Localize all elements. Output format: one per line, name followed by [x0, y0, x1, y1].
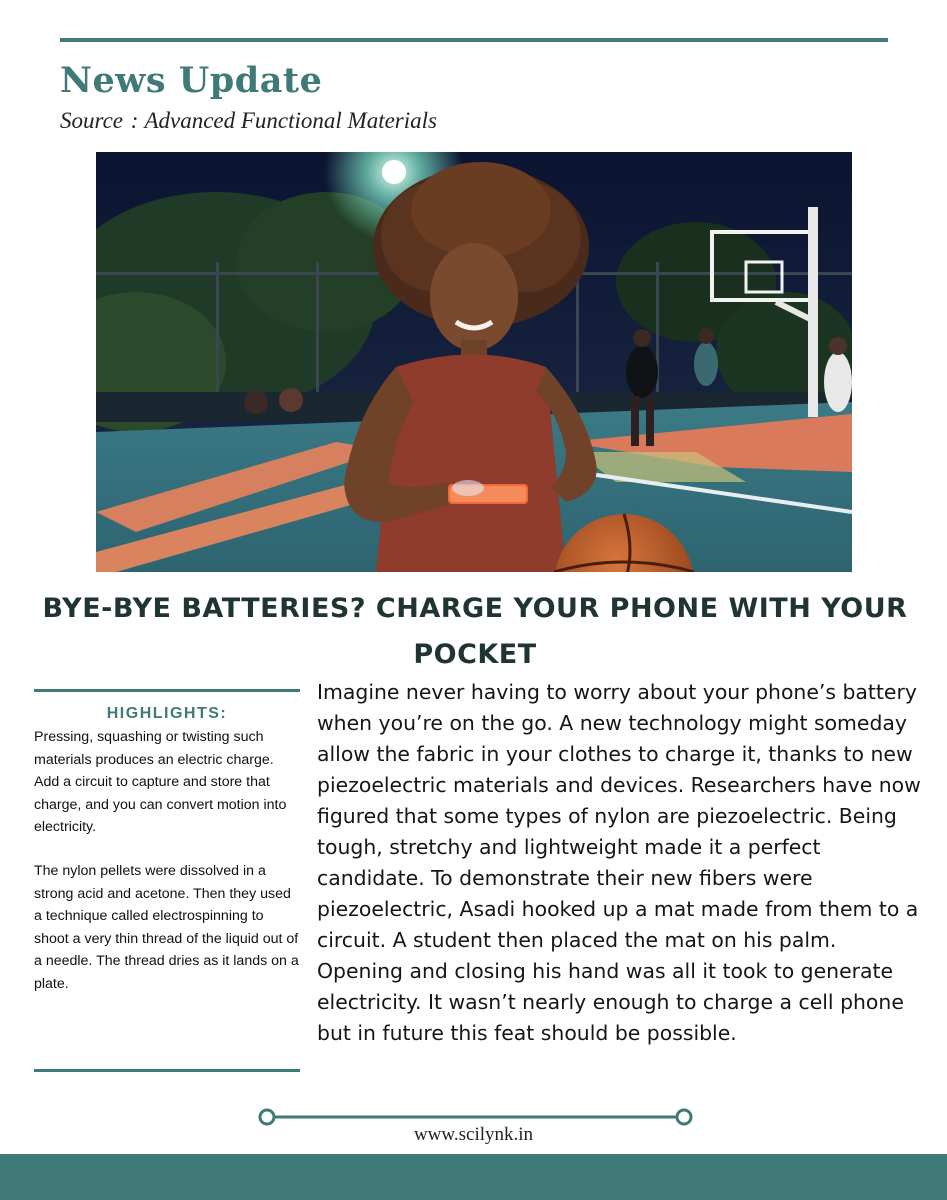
footer-band — [0, 1154, 947, 1200]
highlights-paragraph-1: Pressing, squashing or twisting such materials produces an electric charge. Add a circuit to capture and store that charge, and you can convert motion into electricity. — [34, 729, 287, 835]
highlights-heading: HIGHLIGHTS: — [106, 705, 228, 722]
source-separator: : — [125, 108, 139, 133]
source-label: Source — [60, 108, 124, 133]
article-headline: BYE-BYE BATTERIES? CHARGE YOUR PHONE WITH YOUR POCKET — [42, 593, 908, 670]
website-link[interactable]: www.scilynk.in — [413, 1124, 534, 1145]
highlights-paragraph-2: The nylon pellets were dissolved in a strong acid and acetone. Then they used a technique called electrospinning to shoot a very thin thread of the liquid out of a needle. The thread dries as it lands on a plate. — [34, 863, 299, 992]
highlights-divider-bottom — [34, 1069, 300, 1072]
hero-photo — [96, 152, 852, 572]
article-body: Imagine never having to worry about your phone’s battery when you’re on the go. A new technology might someday allow the fabric in your clothes to charge it, thanks to new piezoelectric materials and devices. Researchers have now figured that some types of nylon are piezoelectric. Being tough, stretchy and lightweight made it a perfect candidate. To demonstrate their new fibers were piezoelectric, Asadi hooked up a mat made from them to a circuit. A student then placed the mat on his palm. Opening and closing his hand was all it took to generate electricity. It wasn’t nearly enough to charge a cell phone but in future this feat should be possible. — [317, 680, 921, 1045]
source-name: Advanced Functional Materials — [144, 108, 437, 133]
page-title: News Update — [60, 60, 323, 101]
highlights-divider-top — [34, 689, 300, 692]
top-divider — [60, 38, 888, 42]
source-line — [60, 108, 437, 134]
